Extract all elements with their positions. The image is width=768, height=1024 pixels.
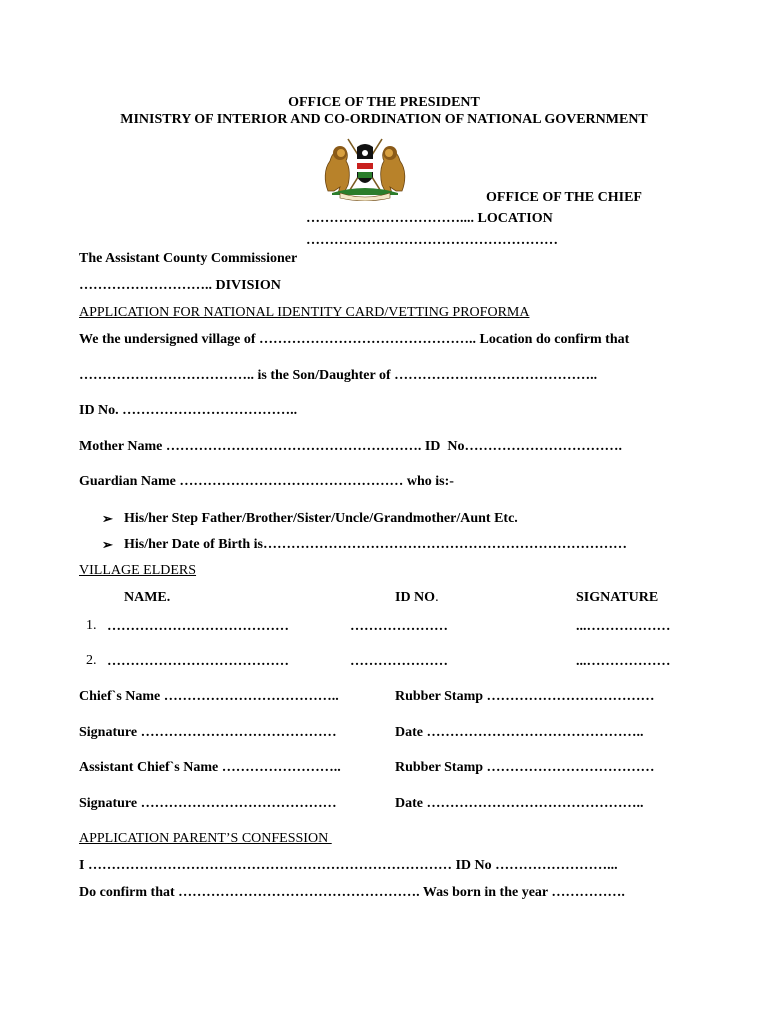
parent-name-id-line[interactable]: I …………………………………………………………………… ID No ……………………...	[79, 858, 618, 873]
parent-confession-title: APPLICATION PARENT’S CONFESSION	[79, 831, 332, 846]
coat-of-arms-emblem	[318, 133, 412, 201]
birth-year-line[interactable]: Do confirm that ……………………………………………. Was born in the year …………….	[79, 885, 625, 900]
guardian-name-line[interactable]: Guardian Name ………………………………………… who is:-	[79, 474, 454, 489]
chief-name-field[interactable]: Chief`s Name ………………………………..	[79, 689, 339, 704]
village-elders-title: VILLAGE ELDERS	[79, 563, 197, 578]
chief-office-title: OFFICE OF THE CHIEF	[486, 190, 642, 205]
assistant-chief-signature-field[interactable]: Signature ……………………………………	[79, 796, 337, 811]
elder-row-number: 1.	[86, 618, 97, 633]
chief-date-field[interactable]: Date ………………………………………..	[395, 725, 644, 740]
location-blank-field[interactable]: ………………………………………………	[306, 233, 558, 248]
village-location-line[interactable]: We the undersigned village of ……………………………………….. Location do confirm that	[79, 332, 630, 347]
header-office: OFFICE OF THE PRESIDENT	[288, 95, 480, 110]
assistant-chief-date-field[interactable]: Date ………………………………………..	[395, 796, 644, 811]
arrow-bullet-icon: ➢	[102, 511, 113, 526]
elder-name-field[interactable]: …………………………………	[107, 654, 289, 669]
elder-id-field[interactable]: …………………	[350, 654, 448, 669]
elders-id-header: ID NO	[395, 590, 436, 605]
id-number-field[interactable]: ID No. ………………………………..	[79, 403, 298, 418]
elders-name-header: NAME.	[124, 590, 171, 605]
date-of-birth-field[interactable]: His/her Date of Birth is……………………………………………………………………	[124, 537, 627, 552]
chief-signature-field[interactable]: Signature ……………………………………	[79, 725, 337, 740]
mother-name-line[interactable]: Mother Name ………………………………………………. ID No…………………………….	[79, 439, 622, 454]
relationship-bullet: His/her Step Father/Brother/Sister/Uncle/Grandmother/Aunt Etc.	[124, 511, 518, 526]
division-field[interactable]: ……………………….. DIVISION	[79, 278, 281, 293]
chief-rubber-stamp-field[interactable]: Rubber Stamp ………………………………	[395, 689, 655, 704]
header-ministry: MINISTRY OF INTERIOR AND CO-ORDINATION OF NATIONAL GOVERNMENT	[120, 112, 648, 127]
assistant-chief-rubber-stamp-field[interactable]: Rubber Stamp ………………………………	[395, 760, 655, 775]
elders-id-header-period: .	[435, 590, 439, 605]
elder-signature-field[interactable]: ...………………	[576, 654, 671, 669]
son-daughter-line[interactable]: ……………………………….. is the Son/Daughter of ……………………………………..	[79, 368, 598, 383]
application-title: APPLICATION FOR NATIONAL IDENTITY CARD/VETTING PROFORMA	[79, 305, 530, 320]
recipient-label: The Assistant County Commissioner	[79, 251, 298, 266]
elders-signature-header: SIGNATURE	[576, 590, 659, 605]
assistant-chief-name-field[interactable]: Assistant Chief`s Name ……………………..	[79, 760, 341, 775]
elder-name-field[interactable]: …………………………………	[107, 619, 289, 634]
elder-id-field[interactable]: …………………	[350, 619, 448, 634]
arrow-bullet-icon: ➢	[102, 537, 113, 552]
elder-signature-field[interactable]: ...………………	[576, 619, 671, 634]
location-field[interactable]: …………………………….... LOCATION	[306, 211, 553, 226]
elder-row-number: 2.	[86, 653, 97, 668]
